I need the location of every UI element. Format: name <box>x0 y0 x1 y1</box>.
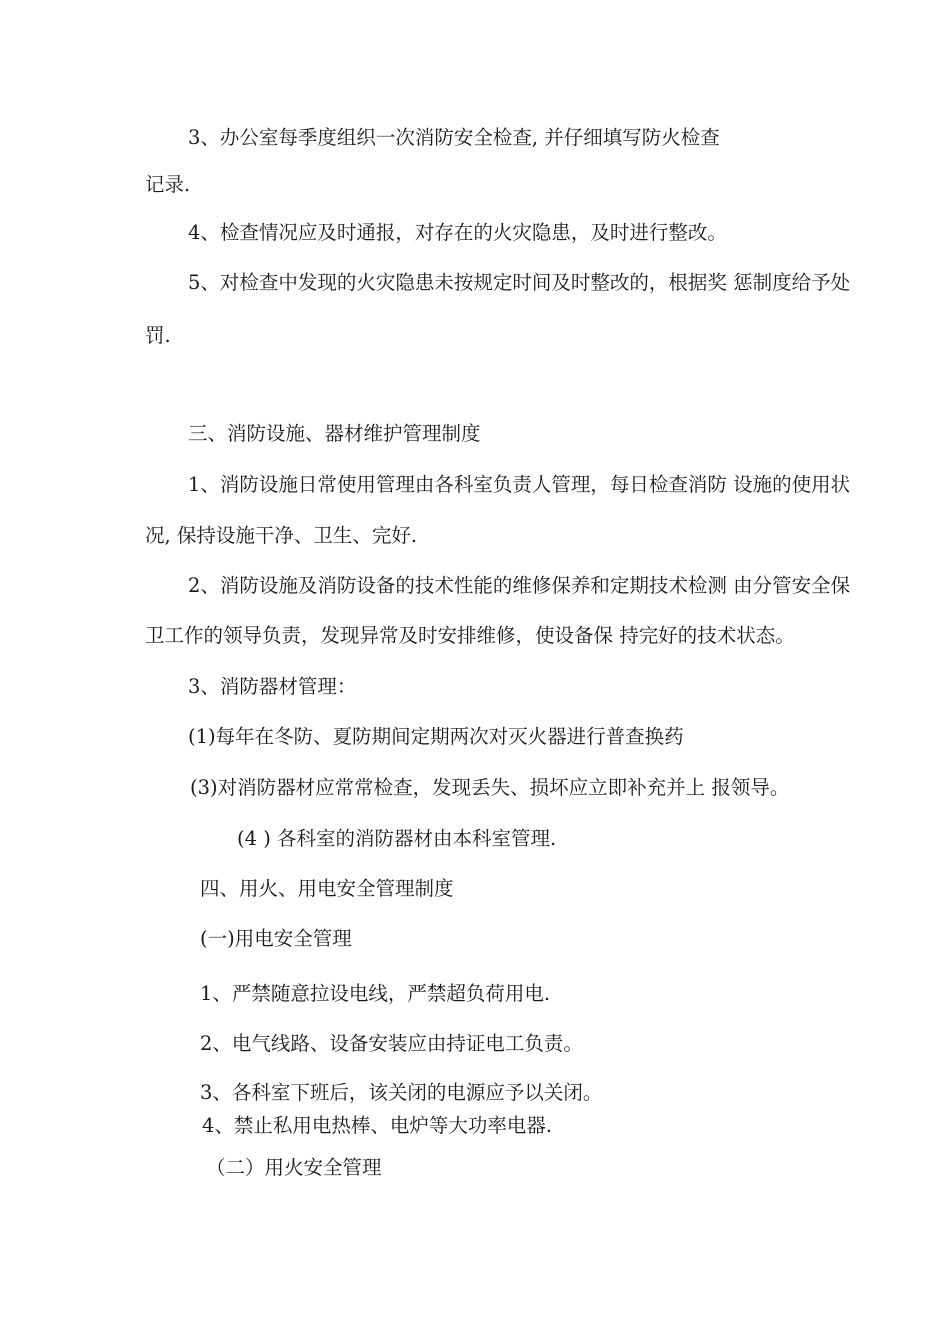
list-item: (1)每年在冬防、夏防期间定期两次对灭火器进行普查换药 <box>188 725 684 748</box>
section-heading: 四、用火、用电安全管理制度 <box>200 877 454 900</box>
list-item: 4、禁止私用电热棒、电炉等大功率电器. <box>202 1114 553 1137</box>
list-item: 1、严禁随意拉设电线，严禁超负荷用电. <box>200 982 551 1005</box>
list-item: 2、电气线路、设备安装应由持证电工负责。 <box>200 1032 583 1055</box>
section-heading: 三、消防设施、器材维护管理制度 <box>188 422 481 445</box>
list-item: (4 ) 各科室的消防器材由本科室管理. <box>237 827 557 850</box>
paragraph-line: 1、消防设施日常使用管理由各科室负责人管理，每日检查消防 设施的使用状 <box>188 473 851 496</box>
list-item: 3、各科室下班后，该关闭的电源应予以关闭。 <box>200 1081 603 1104</box>
paragraph-line: 3、消防器材管理： <box>188 675 357 698</box>
paragraph-line: 4、检查情况应及时通报，对存在的火灾隐患，及时进行整改。 <box>188 221 727 244</box>
paragraph-line: 记录. <box>145 173 191 196</box>
paragraph-line: 况, 保持设施干净、卫生、完好. <box>145 524 418 547</box>
paragraph-line: 3、办公室每季度组织一次消防安全检查, 并仔细填写防火检查 <box>188 126 720 149</box>
paragraph-line: 卫工作的领导负责，发现异常及时安排维修，使设备保 持完好的技术状态。 <box>145 624 795 647</box>
subsection-heading: (一)用电安全管理 <box>200 927 352 950</box>
list-item: (3)对消防器材应常常检查，发现丢失、损坏应立即补充并上 报领导。 <box>190 776 790 799</box>
paragraph-line: 罚. <box>145 324 171 347</box>
paragraph-line: 2、消防设施及消防设备的技术性能的维修保养和定期技术检测 由分管安全保 <box>188 574 851 597</box>
paragraph-line: 5、对检查中发现的火灾隐患未按规定时间及时整改的，根据奖 惩制度给予处 <box>188 271 851 294</box>
subsection-heading: （二）用火安全管理 <box>206 1156 382 1179</box>
